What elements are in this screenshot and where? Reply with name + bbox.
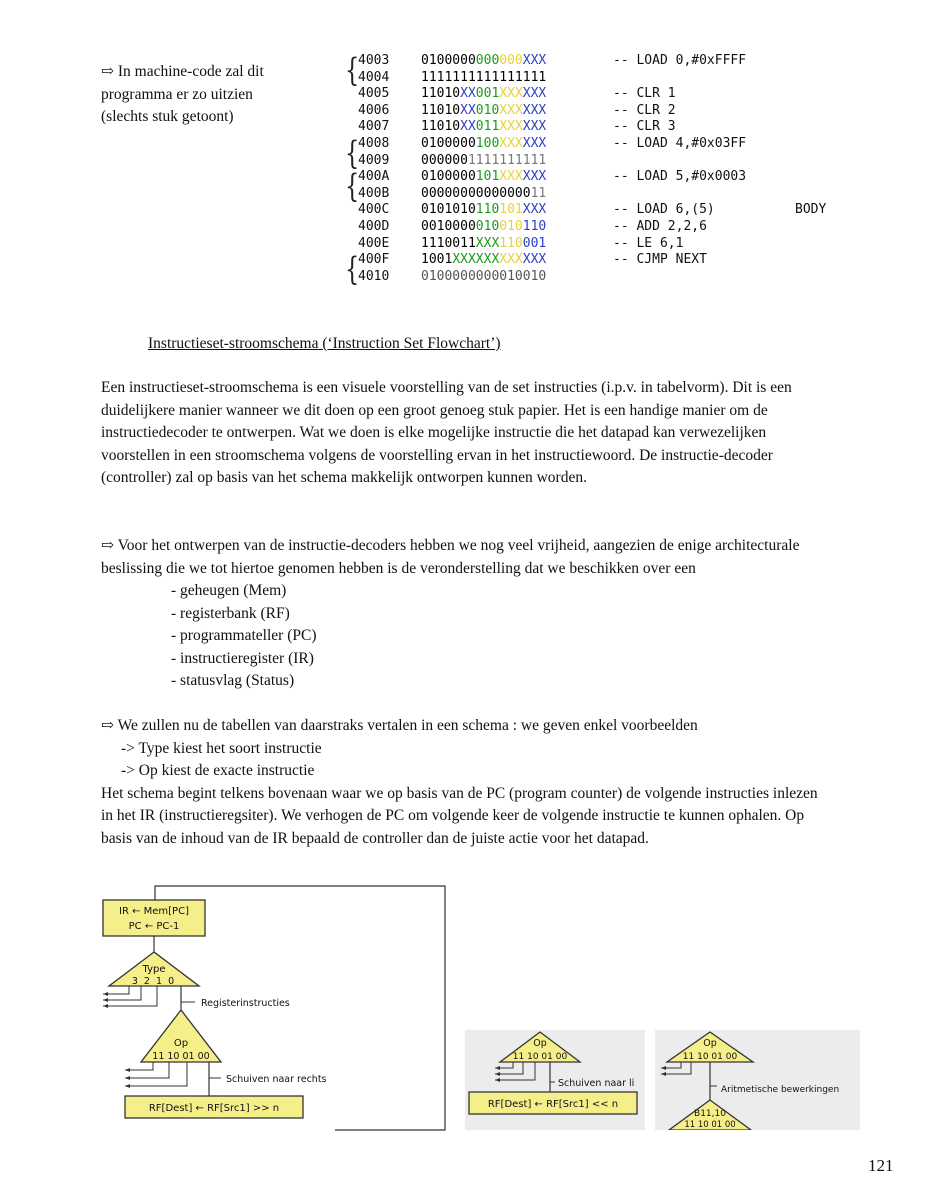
bit-field: 1111111111111111	[421, 69, 547, 85]
bit-field: 11	[530, 185, 547, 201]
intro-line-2: programma er zo uitzien	[101, 85, 253, 103]
intro-text	[101, 61, 331, 129]
bit-field: XXX	[475, 235, 500, 251]
list-item: - instructieregister (IR)	[171, 649, 314, 667]
bit-field: 010	[499, 219, 523, 234]
flowchart-left	[95, 882, 450, 1134]
code-block-label: BODY	[795, 202, 827, 218]
bit-field: XXX	[522, 86, 547, 102]
arrow-icon: ⇨	[101, 537, 114, 554]
code-bits	[421, 70, 546, 87]
bit-field: 1111111111	[467, 152, 547, 168]
code-bits	[421, 136, 546, 153]
code-bits	[421, 236, 546, 253]
bit-field: 011	[475, 119, 500, 135]
bit-field: XX	[460, 119, 476, 135]
paragraph-3: ⇨ We zullen nu de tabellen van daarstraks vertalen in een schema : we geven enkel voorbeelden -> Type kiest het soort instructie -> Op kiest de exacte instructie Het schema begint telkens bovenaan waar we op basis van de PC (program counter) de volgende instructies inlezen in het IR (instructieregsiter). We verhogen de PC om volgende keer de volgende instructie te kunnen ophalen. Op basis van de inhoud van de IR bepaald de controller dan de juiste actie voor het datapad.	[101, 715, 826, 850]
code-bits	[421, 103, 546, 120]
fetch-box-line-2: PC ← PC-1	[128, 921, 180, 932]
bit-field: 010	[475, 102, 500, 118]
code-bits	[421, 269, 546, 286]
code-bits	[421, 53, 546, 70]
bit-field: 11010	[421, 102, 461, 118]
bit-field: 110	[522, 219, 547, 234]
sub-line-type: -> Type kiest het soort instructie	[121, 739, 322, 757]
code-address: 4009	[358, 152, 390, 168]
bit-field: 11010	[421, 86, 461, 102]
code-comment: -- CLR 2	[613, 102, 676, 118]
bit-field: 0100000	[421, 169, 476, 185]
code-address: 4004	[358, 69, 390, 85]
bit-field: 0100000000010010	[421, 268, 547, 284]
op-bits-middle: 11 10 01 00	[512, 1052, 568, 1062]
bit-field: XXX	[452, 252, 476, 268]
bit-field: XXX	[499, 119, 523, 135]
intro-line-1: ⇨ In machine-code zal dit	[101, 63, 264, 80]
code-address: 4007	[358, 119, 390, 135]
bit-field: XXX	[522, 252, 547, 268]
shift-left-box-text: RF[Dest] ← RF[Src1] << n	[487, 1099, 619, 1110]
bit-field: 110	[499, 235, 523, 251]
bit-field: XXX	[499, 169, 523, 185]
register-instructions-label: Registerinstructies	[201, 998, 290, 1009]
code-bits	[421, 86, 546, 103]
code-address: 4008	[358, 136, 390, 151]
type-label: Type	[142, 964, 166, 975]
bit-field: XXX	[522, 53, 547, 68]
code-bits	[421, 219, 546, 236]
code-comment: -- LOAD 5,#0x0003	[613, 169, 747, 185]
code-comment: -- CLR 1	[613, 86, 676, 102]
list-item: - programmateller (PC)	[171, 627, 317, 644]
op-label-middle: Op	[533, 1038, 547, 1049]
code-address: 400D	[358, 219, 390, 234]
brace-icon: {	[345, 51, 360, 89]
code-comment: -- ADD 2,2,6	[613, 219, 707, 234]
code-address: 4010	[358, 268, 390, 284]
brace-icon: {	[345, 250, 360, 289]
code-bits	[421, 186, 546, 203]
bit-field: 001	[522, 235, 547, 251]
bit-field: 110	[475, 202, 500, 218]
shift-right-box-text: RF[Dest] ← RF[Src1] >> n	[148, 1103, 280, 1114]
flowchart-middle	[465, 1030, 645, 1130]
code-address: 400B	[358, 185, 390, 201]
machine-code-listing	[338, 53, 858, 289]
op-bits-right: 11 10 01 00	[682, 1052, 738, 1062]
component-list	[171, 580, 471, 693]
code-comment: -- LOAD 0,#0xFFFF	[613, 53, 747, 68]
bit-field: 010	[475, 219, 500, 234]
bit-field: 0100000	[421, 53, 476, 68]
code-address: 4005	[358, 86, 390, 102]
bit-field: XXX	[522, 169, 547, 185]
type-bits: 3 2 1 0	[131, 976, 175, 987]
list-item: - registerbank (RF)	[171, 604, 290, 622]
arithmetic-label: Aritmetische bewerkingen	[721, 1085, 840, 1095]
arrow-icon: ⇨	[101, 717, 114, 734]
op-label: Op	[173, 1038, 189, 1049]
bit-field: 001	[475, 86, 500, 102]
code-address: 4006	[358, 102, 390, 118]
code-address: 4003	[358, 53, 390, 68]
bit-field: XXX	[499, 86, 523, 102]
bit-field: 1110011	[421, 235, 476, 251]
list-item: - statusvlag (Status)	[171, 672, 295, 689]
intro-line-3: (slechts stuk getoont)	[101, 108, 234, 125]
bit-field: 0010000	[421, 219, 476, 234]
bit-field: XXX	[499, 102, 523, 118]
bit-field: 100	[475, 136, 500, 151]
bit-field: 0100000	[421, 136, 476, 151]
code-address: 400F	[358, 252, 390, 268]
fetch-box-line-1: IR ← Mem[PC]	[119, 906, 189, 917]
code-bits	[421, 119, 546, 136]
bit-field: 000000	[421, 152, 468, 168]
bit-field: XX	[460, 86, 476, 102]
code-address: 400C	[358, 202, 390, 218]
code-address: 400A	[358, 169, 390, 185]
code-comment: -- CLR 3	[613, 119, 676, 135]
section-heading: Instructieset-stroomschema (‘Instruction Set Flowchart’)	[148, 335, 501, 352]
shift-left-label: Schuiven naar li	[558, 1078, 635, 1089]
code-bits	[421, 252, 546, 269]
bit-field: XXX	[522, 119, 547, 135]
code-address: 400E	[358, 235, 390, 251]
code-bits	[421, 153, 546, 170]
bit-field: XXX	[522, 136, 547, 151]
sub-line-op: -> Op kiest de exacte instructie	[121, 762, 315, 779]
sub-label: B11,10	[694, 1109, 726, 1119]
paragraph-1: Een instructieset-stroomschema is een visuele voorstelling van de set instructies (i.p.v. in tabelvorm). Dit is een duidelijkere manier wanneer we dit doen op een groot genoeg stuk papier. Het is een handige manier om de instructiedecoder te ontwerpen. Wat we doen is elke mogelijke instructie die het datapad kan verwezelijken voorstellen in een stroomschema volgens de voorstelling ervan in het instructiewoord. De instructie-decoder (controller) zal op basis van het schema makkelijk ontworpen kunnen worden.	[101, 379, 792, 486]
brace-icon: {	[345, 167, 360, 206]
op-label-right: Op	[703, 1038, 717, 1049]
arrow-icon: ⇨	[101, 63, 114, 80]
bit-field: 101	[475, 169, 500, 185]
shift-right-label: Schuiven naar rechts	[226, 1074, 327, 1085]
bit-field: 000	[499, 53, 523, 68]
bit-field: XXX	[475, 252, 500, 268]
bit-field: 1001	[421, 252, 453, 268]
code-comment: -- LOAD 6,(5)	[613, 202, 715, 218]
bit-field: 101	[499, 202, 523, 218]
bit-field: XX	[460, 102, 476, 118]
sub-bits: 11 10 01 00	[684, 1120, 736, 1130]
paragraph-2: ⇨ Voor het ontwerpen van de instructie-decoders hebben we nog veel vrijheid, aangezien de enige architecturale beslissing die we tot hiertoe genomen hebben is de veronderstelling dat we beschikken over een	[101, 537, 800, 577]
op-bits: 11 10 01 00	[152, 1051, 210, 1062]
brace-icon: {	[345, 134, 360, 172]
list-item: - geheugen (Mem)	[171, 582, 287, 599]
bit-field: 0101010	[421, 202, 476, 218]
bit-field: XXX	[522, 102, 547, 118]
code-comment: -- CJMP NEXT	[613, 252, 707, 268]
page-number: 121	[868, 1156, 894, 1175]
paragraph-3-rest: Het schema begint telkens bovenaan waar we op basis van de PC (program counter) de volgende instructies inlezen in het IR (instructieregsiter). We verhogen de PC om volgende keer de volgende instructie te kunnen ophalen. Op basis van de inhoud van de IR bepaald de controller dan de juiste actie voor het datapad.	[101, 784, 818, 847]
bit-field: XXX	[499, 136, 523, 151]
bit-field: XXX	[522, 202, 547, 218]
code-comment: -- LE 6,1	[613, 235, 684, 251]
bit-field: 000	[475, 53, 500, 68]
bit-field: XXX	[499, 252, 523, 268]
code-comment: -- LOAD 4,#0x03FF	[613, 136, 747, 151]
code-bits	[421, 169, 546, 186]
flowchart-right	[655, 1030, 860, 1130]
bit-field: 11010	[421, 119, 461, 135]
code-bits	[421, 202, 546, 219]
bit-field: 00000000000000	[421, 185, 531, 201]
